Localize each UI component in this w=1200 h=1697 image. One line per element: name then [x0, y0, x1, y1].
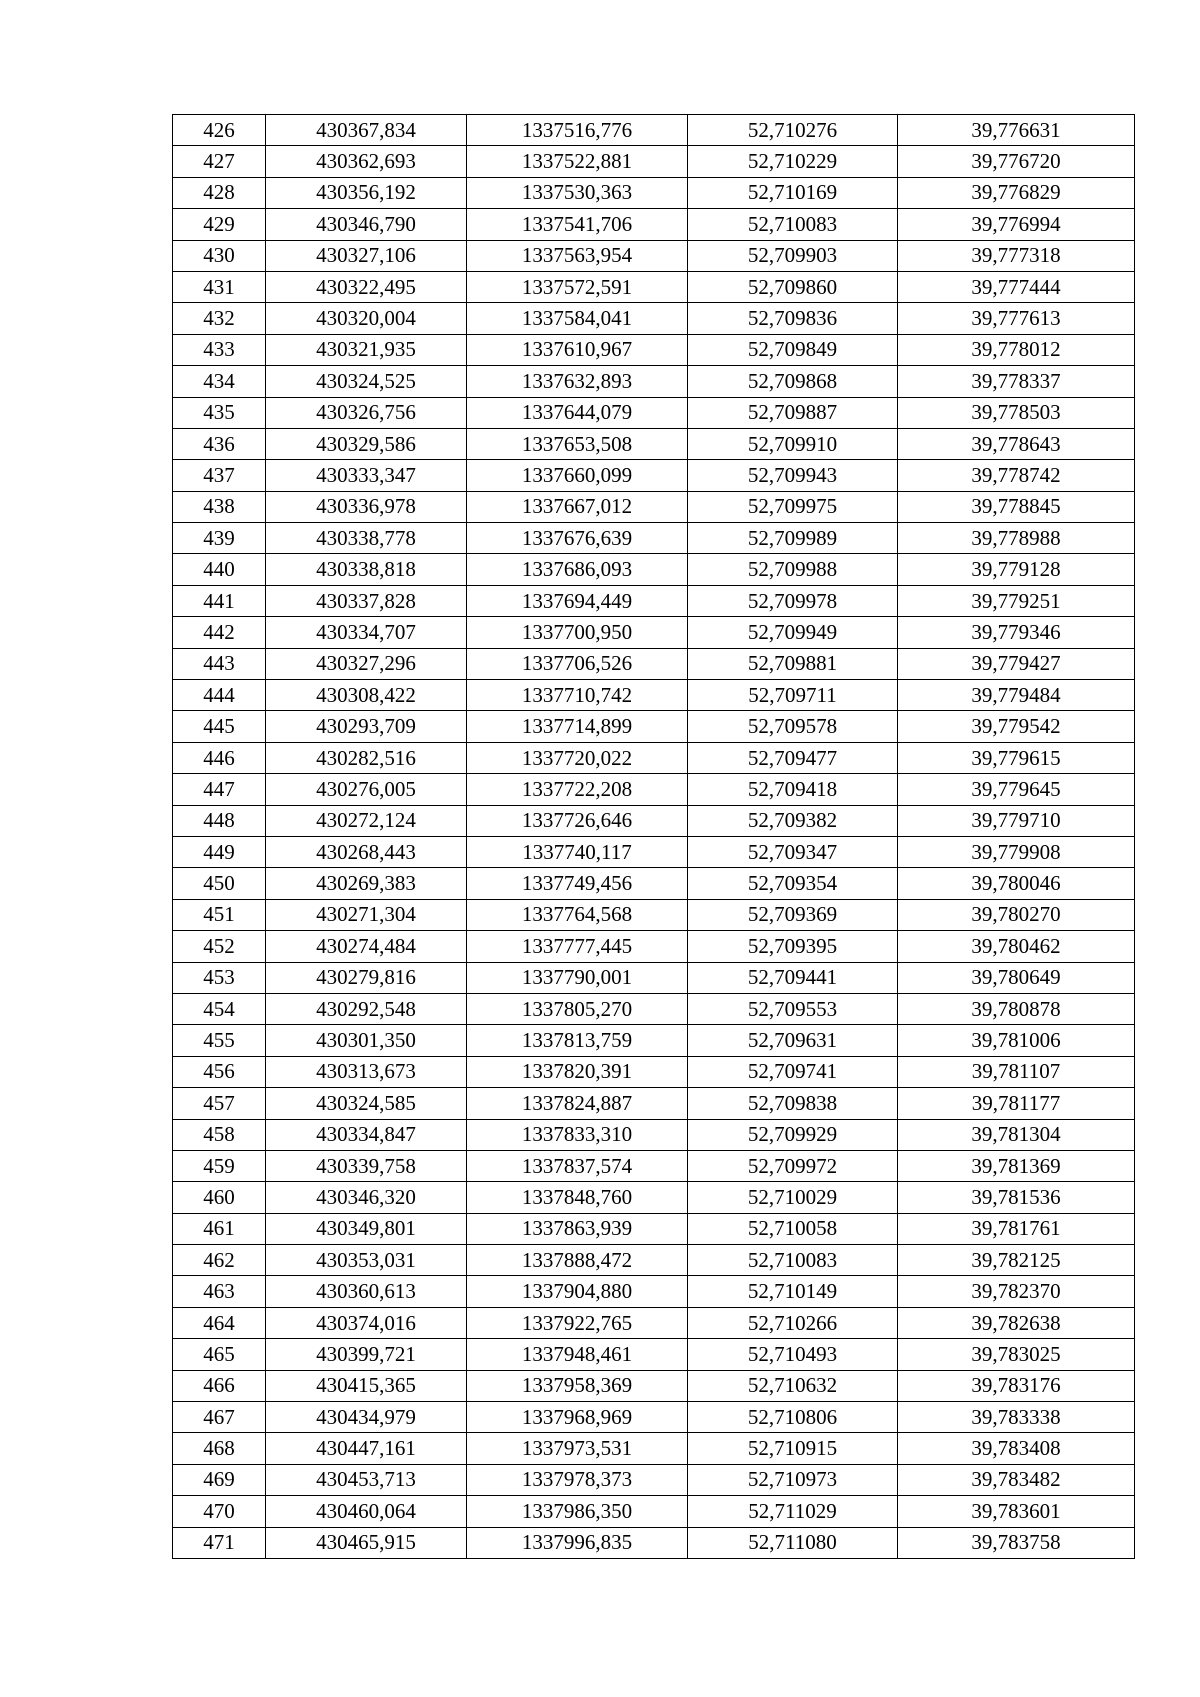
y-coordinate-cell: 1337922,765 — [467, 1307, 688, 1338]
longitude-cell: 39,782638 — [898, 1307, 1135, 1338]
point-number-cell: 458 — [173, 1119, 266, 1150]
y-coordinate-cell: 1337530,363 — [467, 177, 688, 208]
table-row — [173, 1402, 1135, 1433]
table-row — [173, 115, 1135, 146]
x-coordinate-cell: 430279,816 — [266, 962, 467, 993]
table-row — [173, 711, 1135, 742]
latitude-cell: 52,710149 — [688, 1276, 898, 1307]
longitude-cell: 39,783176 — [898, 1370, 1135, 1401]
point-number-cell: 455 — [173, 1025, 266, 1056]
y-coordinate-cell: 1337522,881 — [467, 146, 688, 177]
table-row — [173, 1464, 1135, 1495]
point-number-cell: 463 — [173, 1276, 266, 1307]
longitude-cell: 39,779484 — [898, 680, 1135, 711]
point-number-cell: 441 — [173, 585, 266, 616]
latitude-cell: 52,710915 — [688, 1433, 898, 1464]
point-number-cell: 454 — [173, 993, 266, 1024]
x-coordinate-cell: 430308,422 — [266, 680, 467, 711]
point-number-cell: 433 — [173, 334, 266, 365]
y-coordinate-cell: 1337653,508 — [467, 428, 688, 459]
y-coordinate-cell: 1337572,591 — [467, 271, 688, 302]
point-number-cell: 449 — [173, 836, 266, 867]
point-number-cell: 461 — [173, 1213, 266, 1244]
table-row — [173, 177, 1135, 208]
x-coordinate-cell: 430327,296 — [266, 648, 467, 679]
latitude-cell: 52,709903 — [688, 240, 898, 271]
x-coordinate-cell: 430367,834 — [266, 115, 467, 146]
longitude-cell: 39,778337 — [898, 366, 1135, 397]
latitude-cell: 52,711029 — [688, 1496, 898, 1527]
y-coordinate-cell: 1337740,117 — [467, 836, 688, 867]
coordinates-table-body — [173, 115, 1135, 1559]
latitude-cell: 52,710493 — [688, 1339, 898, 1370]
longitude-cell: 39,777318 — [898, 240, 1135, 271]
table-row — [173, 962, 1135, 993]
x-coordinate-cell: 430338,818 — [266, 554, 467, 585]
x-coordinate-cell: 430333,347 — [266, 460, 467, 491]
x-coordinate-cell: 430337,828 — [266, 585, 467, 616]
table-row — [173, 899, 1135, 930]
x-coordinate-cell: 430374,016 — [266, 1307, 467, 1338]
y-coordinate-cell: 1337888,472 — [467, 1245, 688, 1276]
x-coordinate-cell: 430268,443 — [266, 836, 467, 867]
table-row — [173, 303, 1135, 334]
x-coordinate-cell: 430447,161 — [266, 1433, 467, 1464]
point-number-cell: 437 — [173, 460, 266, 491]
x-coordinate-cell: 430346,790 — [266, 209, 467, 240]
table-row — [173, 491, 1135, 522]
table-row — [173, 1088, 1135, 1119]
point-number-cell: 457 — [173, 1088, 266, 1119]
y-coordinate-cell: 1337749,456 — [467, 868, 688, 899]
table-row — [173, 146, 1135, 177]
table-row — [173, 271, 1135, 302]
y-coordinate-cell: 1337904,880 — [467, 1276, 688, 1307]
latitude-cell: 52,709838 — [688, 1088, 898, 1119]
point-number-cell: 446 — [173, 742, 266, 773]
x-coordinate-cell: 430349,801 — [266, 1213, 467, 1244]
table-row — [173, 460, 1135, 491]
table-row — [173, 366, 1135, 397]
latitude-cell: 52,709988 — [688, 554, 898, 585]
longitude-cell: 39,781177 — [898, 1088, 1135, 1119]
longitude-cell: 39,781369 — [898, 1150, 1135, 1181]
table-row — [173, 742, 1135, 773]
y-coordinate-cell: 1337644,079 — [467, 397, 688, 428]
latitude-cell: 52,709868 — [688, 366, 898, 397]
table-row — [173, 836, 1135, 867]
y-coordinate-cell: 1337824,887 — [467, 1088, 688, 1119]
latitude-cell: 52,710083 — [688, 209, 898, 240]
table-row — [173, 993, 1135, 1024]
x-coordinate-cell: 430274,484 — [266, 931, 467, 962]
x-coordinate-cell: 430362,693 — [266, 146, 467, 177]
point-number-cell: 432 — [173, 303, 266, 334]
y-coordinate-cell: 1337777,445 — [467, 931, 688, 962]
x-coordinate-cell: 430336,978 — [266, 491, 467, 522]
x-coordinate-cell: 430453,713 — [266, 1464, 467, 1495]
table-row — [173, 1182, 1135, 1213]
longitude-cell: 39,780462 — [898, 931, 1135, 962]
latitude-cell: 52,709860 — [688, 271, 898, 302]
latitude-cell: 52,710058 — [688, 1213, 898, 1244]
latitude-cell: 52,709347 — [688, 836, 898, 867]
point-number-cell: 470 — [173, 1496, 266, 1527]
longitude-cell: 39,779908 — [898, 836, 1135, 867]
latitude-cell: 52,709578 — [688, 711, 898, 742]
point-number-cell: 471 — [173, 1527, 266, 1558]
table-row — [173, 774, 1135, 805]
x-coordinate-cell: 430360,613 — [266, 1276, 467, 1307]
x-coordinate-cell: 430313,673 — [266, 1056, 467, 1087]
x-coordinate-cell: 430399,721 — [266, 1339, 467, 1370]
y-coordinate-cell: 1337820,391 — [467, 1056, 688, 1087]
longitude-cell: 39,783408 — [898, 1433, 1135, 1464]
latitude-cell: 52,709741 — [688, 1056, 898, 1087]
point-number-cell: 440 — [173, 554, 266, 585]
point-number-cell: 434 — [173, 366, 266, 397]
y-coordinate-cell: 1337973,531 — [467, 1433, 688, 1464]
y-coordinate-cell: 1337676,639 — [467, 523, 688, 554]
y-coordinate-cell: 1337541,706 — [467, 209, 688, 240]
y-coordinate-cell: 1337968,969 — [467, 1402, 688, 1433]
longitude-cell: 39,778988 — [898, 523, 1135, 554]
latitude-cell: 52,709418 — [688, 774, 898, 805]
table-row — [173, 1496, 1135, 1527]
point-number-cell: 469 — [173, 1464, 266, 1495]
table-row — [173, 805, 1135, 836]
latitude-cell: 52,710229 — [688, 146, 898, 177]
x-coordinate-cell: 430434,979 — [266, 1402, 467, 1433]
point-number-cell: 466 — [173, 1370, 266, 1401]
table-row — [173, 1276, 1135, 1307]
longitude-cell: 39,781536 — [898, 1182, 1135, 1213]
longitude-cell: 39,783601 — [898, 1496, 1135, 1527]
longitude-cell: 39,780270 — [898, 899, 1135, 930]
y-coordinate-cell: 1337694,449 — [467, 585, 688, 616]
x-coordinate-cell: 430338,778 — [266, 523, 467, 554]
table-row — [173, 680, 1135, 711]
table-row — [173, 334, 1135, 365]
y-coordinate-cell: 1337700,950 — [467, 617, 688, 648]
longitude-cell: 39,776829 — [898, 177, 1135, 208]
y-coordinate-cell: 1337978,373 — [467, 1464, 688, 1495]
y-coordinate-cell: 1337996,835 — [467, 1527, 688, 1558]
latitude-cell: 52,710973 — [688, 1464, 898, 1495]
x-coordinate-cell: 430465,915 — [266, 1527, 467, 1558]
x-coordinate-cell: 430460,064 — [266, 1496, 467, 1527]
table-row — [173, 397, 1135, 428]
x-coordinate-cell: 430301,350 — [266, 1025, 467, 1056]
longitude-cell: 39,779128 — [898, 554, 1135, 585]
latitude-cell: 52,709711 — [688, 680, 898, 711]
longitude-cell: 39,783338 — [898, 1402, 1135, 1433]
x-coordinate-cell: 430334,847 — [266, 1119, 467, 1150]
longitude-cell: 39,779710 — [898, 805, 1135, 836]
table-row — [173, 1370, 1135, 1401]
x-coordinate-cell: 430321,935 — [266, 334, 467, 365]
longitude-cell: 39,776631 — [898, 115, 1135, 146]
longitude-cell: 39,780046 — [898, 868, 1135, 899]
table-row — [173, 585, 1135, 616]
x-coordinate-cell: 430324,585 — [266, 1088, 467, 1119]
latitude-cell: 52,709943 — [688, 460, 898, 491]
longitude-cell: 39,778503 — [898, 397, 1135, 428]
longitude-cell: 39,780878 — [898, 993, 1135, 1024]
x-coordinate-cell: 430271,304 — [266, 899, 467, 930]
point-number-cell: 447 — [173, 774, 266, 805]
latitude-cell: 52,709972 — [688, 1150, 898, 1181]
longitude-cell: 39,779251 — [898, 585, 1135, 616]
x-coordinate-cell: 430329,586 — [266, 428, 467, 459]
y-coordinate-cell: 1337813,759 — [467, 1025, 688, 1056]
y-coordinate-cell: 1337833,310 — [467, 1119, 688, 1150]
point-number-cell: 435 — [173, 397, 266, 428]
longitude-cell: 39,777613 — [898, 303, 1135, 334]
table-row — [173, 1056, 1135, 1087]
table-row — [173, 868, 1135, 899]
longitude-cell: 39,781761 — [898, 1213, 1135, 1244]
longitude-cell: 39,778643 — [898, 428, 1135, 459]
point-number-cell: 468 — [173, 1433, 266, 1464]
point-number-cell: 460 — [173, 1182, 266, 1213]
table-row — [173, 617, 1135, 648]
point-number-cell: 452 — [173, 931, 266, 962]
point-number-cell: 429 — [173, 209, 266, 240]
x-coordinate-cell: 430293,709 — [266, 711, 467, 742]
x-coordinate-cell: 430327,106 — [266, 240, 467, 271]
table-row — [173, 1025, 1135, 1056]
table-row — [173, 554, 1135, 585]
longitude-cell: 39,779346 — [898, 617, 1135, 648]
x-coordinate-cell: 430322,495 — [266, 271, 467, 302]
latitude-cell: 52,710029 — [688, 1182, 898, 1213]
table-row — [173, 1433, 1135, 1464]
latitude-cell: 52,709887 — [688, 397, 898, 428]
latitude-cell: 52,709382 — [688, 805, 898, 836]
latitude-cell: 52,709929 — [688, 1119, 898, 1150]
longitude-cell: 39,777444 — [898, 271, 1135, 302]
table-row — [173, 523, 1135, 554]
point-number-cell: 465 — [173, 1339, 266, 1370]
latitude-cell: 52,709989 — [688, 523, 898, 554]
longitude-cell: 39,783025 — [898, 1339, 1135, 1370]
x-coordinate-cell: 430292,548 — [266, 993, 467, 1024]
longitude-cell: 39,781107 — [898, 1056, 1135, 1087]
x-coordinate-cell: 430276,005 — [266, 774, 467, 805]
latitude-cell: 52,709910 — [688, 428, 898, 459]
x-coordinate-cell: 430356,192 — [266, 177, 467, 208]
y-coordinate-cell: 1337706,526 — [467, 648, 688, 679]
latitude-cell: 52,709354 — [688, 868, 898, 899]
latitude-cell: 52,709631 — [688, 1025, 898, 1056]
table-row — [173, 1150, 1135, 1181]
longitude-cell: 39,779427 — [898, 648, 1135, 679]
longitude-cell: 39,778845 — [898, 491, 1135, 522]
latitude-cell: 52,710806 — [688, 1402, 898, 1433]
longitude-cell: 39,778742 — [898, 460, 1135, 491]
latitude-cell: 52,710632 — [688, 1370, 898, 1401]
point-number-cell: 427 — [173, 146, 266, 177]
point-number-cell: 443 — [173, 648, 266, 679]
y-coordinate-cell: 1337710,742 — [467, 680, 688, 711]
longitude-cell: 39,781006 — [898, 1025, 1135, 1056]
y-coordinate-cell: 1337948,461 — [467, 1339, 688, 1370]
y-coordinate-cell: 1337632,893 — [467, 366, 688, 397]
longitude-cell: 39,776994 — [898, 209, 1135, 240]
longitude-cell: 39,783482 — [898, 1464, 1135, 1495]
table-row — [173, 428, 1135, 459]
latitude-cell: 52,709553 — [688, 993, 898, 1024]
longitude-cell: 39,780649 — [898, 962, 1135, 993]
y-coordinate-cell: 1337720,022 — [467, 742, 688, 773]
longitude-cell: 39,776720 — [898, 146, 1135, 177]
latitude-cell: 52,709836 — [688, 303, 898, 334]
table-row — [173, 1119, 1135, 1150]
y-coordinate-cell: 1337714,899 — [467, 711, 688, 742]
table-row — [173, 1213, 1135, 1244]
table-row — [173, 240, 1135, 271]
table-row — [173, 209, 1135, 240]
longitude-cell: 39,779542 — [898, 711, 1135, 742]
point-number-cell: 462 — [173, 1245, 266, 1276]
longitude-cell: 39,782370 — [898, 1276, 1135, 1307]
y-coordinate-cell: 1337848,760 — [467, 1182, 688, 1213]
latitude-cell: 52,709978 — [688, 585, 898, 616]
latitude-cell: 52,709395 — [688, 931, 898, 962]
latitude-cell: 52,710276 — [688, 115, 898, 146]
table-row — [173, 1527, 1135, 1558]
longitude-cell: 39,778012 — [898, 334, 1135, 365]
y-coordinate-cell: 1337563,954 — [467, 240, 688, 271]
y-coordinate-cell: 1337722,208 — [467, 774, 688, 805]
y-coordinate-cell: 1337584,041 — [467, 303, 688, 334]
longitude-cell: 39,782125 — [898, 1245, 1135, 1276]
coordinates-table — [172, 114, 1135, 1559]
x-coordinate-cell: 430272,124 — [266, 805, 467, 836]
y-coordinate-cell: 1337610,967 — [467, 334, 688, 365]
longitude-cell: 39,783758 — [898, 1527, 1135, 1558]
table-row — [173, 1339, 1135, 1370]
point-number-cell: 426 — [173, 115, 266, 146]
y-coordinate-cell: 1337790,001 — [467, 962, 688, 993]
latitude-cell: 52,710169 — [688, 177, 898, 208]
latitude-cell: 52,710083 — [688, 1245, 898, 1276]
point-number-cell: 453 — [173, 962, 266, 993]
x-coordinate-cell: 430353,031 — [266, 1245, 467, 1276]
point-number-cell: 448 — [173, 805, 266, 836]
point-number-cell: 464 — [173, 1307, 266, 1338]
point-number-cell: 444 — [173, 680, 266, 711]
y-coordinate-cell: 1337805,270 — [467, 993, 688, 1024]
longitude-cell: 39,781304 — [898, 1119, 1135, 1150]
point-number-cell: 451 — [173, 899, 266, 930]
x-coordinate-cell: 430269,383 — [266, 868, 467, 899]
y-coordinate-cell: 1337986,350 — [467, 1496, 688, 1527]
latitude-cell: 52,709975 — [688, 491, 898, 522]
point-number-cell: 431 — [173, 271, 266, 302]
point-number-cell: 450 — [173, 868, 266, 899]
table-row — [173, 648, 1135, 679]
point-number-cell: 459 — [173, 1150, 266, 1181]
point-number-cell: 430 — [173, 240, 266, 271]
point-number-cell: 467 — [173, 1402, 266, 1433]
point-number-cell: 442 — [173, 617, 266, 648]
latitude-cell: 52,709949 — [688, 617, 898, 648]
x-coordinate-cell: 430339,758 — [266, 1150, 467, 1181]
latitude-cell: 52,709369 — [688, 899, 898, 930]
point-number-cell: 445 — [173, 711, 266, 742]
latitude-cell: 52,711080 — [688, 1527, 898, 1558]
y-coordinate-cell: 1337686,093 — [467, 554, 688, 585]
latitude-cell: 52,709441 — [688, 962, 898, 993]
longitude-cell: 39,779645 — [898, 774, 1135, 805]
y-coordinate-cell: 1337764,568 — [467, 899, 688, 930]
table-row — [173, 1245, 1135, 1276]
x-coordinate-cell: 430326,756 — [266, 397, 467, 428]
x-coordinate-cell: 430324,525 — [266, 366, 467, 397]
x-coordinate-cell: 430282,516 — [266, 742, 467, 773]
x-coordinate-cell: 430320,004 — [266, 303, 467, 334]
table-row — [173, 931, 1135, 962]
y-coordinate-cell: 1337667,012 — [467, 491, 688, 522]
point-number-cell: 428 — [173, 177, 266, 208]
x-coordinate-cell: 430346,320 — [266, 1182, 467, 1213]
latitude-cell: 52,709477 — [688, 742, 898, 773]
latitude-cell: 52,709849 — [688, 334, 898, 365]
latitude-cell: 52,709881 — [688, 648, 898, 679]
latitude-cell: 52,710266 — [688, 1307, 898, 1338]
x-coordinate-cell: 430334,707 — [266, 617, 467, 648]
point-number-cell: 436 — [173, 428, 266, 459]
y-coordinate-cell: 1337726,646 — [467, 805, 688, 836]
table-row — [173, 1307, 1135, 1338]
y-coordinate-cell: 1337516,776 — [467, 115, 688, 146]
point-number-cell: 456 — [173, 1056, 266, 1087]
point-number-cell: 439 — [173, 523, 266, 554]
x-coordinate-cell: 430415,365 — [266, 1370, 467, 1401]
y-coordinate-cell: 1337837,574 — [467, 1150, 688, 1181]
point-number-cell: 438 — [173, 491, 266, 522]
y-coordinate-cell: 1337958,369 — [467, 1370, 688, 1401]
y-coordinate-cell: 1337660,099 — [467, 460, 688, 491]
longitude-cell: 39,779615 — [898, 742, 1135, 773]
y-coordinate-cell: 1337863,939 — [467, 1213, 688, 1244]
